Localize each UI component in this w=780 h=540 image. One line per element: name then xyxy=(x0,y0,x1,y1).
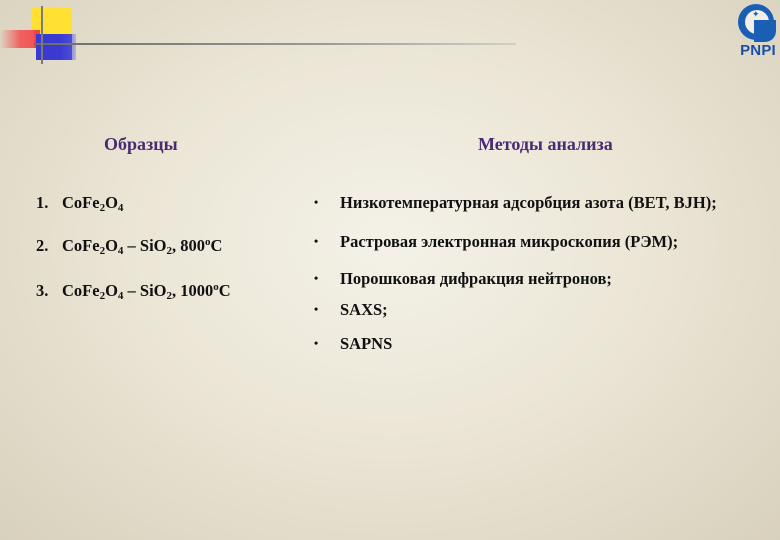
formula-subscript: 2 xyxy=(99,202,106,214)
sample-item-3 xyxy=(36,281,231,302)
method-text: Растровая электронная микроскопия (РЭМ); xyxy=(340,232,679,251)
sample-item-2 xyxy=(36,236,222,257)
formula-part: CoFe xyxy=(62,193,100,212)
logo-emblem-quadrant xyxy=(754,20,776,42)
degree-superscript: o xyxy=(213,281,219,293)
formula-part: C xyxy=(210,236,223,255)
formula-part: , 800 xyxy=(172,236,206,255)
formula-part: O xyxy=(105,236,118,255)
formula-part: – SiO xyxy=(123,236,167,255)
method-item-4 xyxy=(314,300,388,320)
degree-superscript: o xyxy=(205,236,211,248)
sample-number: 2. xyxy=(36,236,49,255)
formula-part: CoFe xyxy=(62,236,100,255)
sample-number: 3. xyxy=(36,281,49,300)
pnpi-logo xyxy=(736,2,778,60)
logo-star-icon: ✦ xyxy=(752,10,760,20)
formula-subscript: 4 xyxy=(117,290,124,302)
method-text: Порошковая дифракция нейтронов; xyxy=(340,269,612,288)
formula-subscript: 2 xyxy=(99,290,106,302)
method-text: SAXS; xyxy=(340,300,388,319)
formula-part: , 1000 xyxy=(172,281,214,300)
formula-subscript: 2 xyxy=(166,290,173,302)
decor-horizontal-line xyxy=(34,43,516,45)
method-item-5 xyxy=(314,334,392,354)
bullet-icon: • xyxy=(314,195,319,209)
bullet-icon: • xyxy=(314,234,319,248)
formula-subscript: 4 xyxy=(117,245,124,257)
method-item-2 xyxy=(314,232,678,252)
sample-number: 1. xyxy=(36,193,49,212)
bullet-icon: • xyxy=(314,302,319,316)
formula-part: O xyxy=(105,193,118,212)
method-item-1 xyxy=(314,193,717,213)
logo-text: PNPI xyxy=(740,42,776,59)
method-item-3 xyxy=(314,269,612,289)
formula-part: CoFe xyxy=(62,281,100,300)
sample-item-1 xyxy=(36,193,123,214)
bullet-icon: • xyxy=(314,336,319,350)
decor-red-bar xyxy=(0,30,34,48)
formula-subscript: 2 xyxy=(99,245,106,257)
formula-part: O xyxy=(105,281,118,300)
decor-vertical-line xyxy=(41,6,43,64)
formula-part: – SiO xyxy=(123,281,167,300)
methods-heading: Методы анализа xyxy=(478,134,613,154)
decor-blue-fade xyxy=(60,34,76,60)
bullet-icon: • xyxy=(314,271,319,285)
samples-heading: Образцы xyxy=(104,134,178,154)
formula-part: C xyxy=(218,281,231,300)
formula-subscript: 4 xyxy=(117,202,124,214)
formula-subscript: 2 xyxy=(166,245,173,257)
method-text: SAPNS xyxy=(340,334,393,353)
method-text: Низкотемпературная адсорбция азота (BET, BJH); xyxy=(340,193,717,212)
